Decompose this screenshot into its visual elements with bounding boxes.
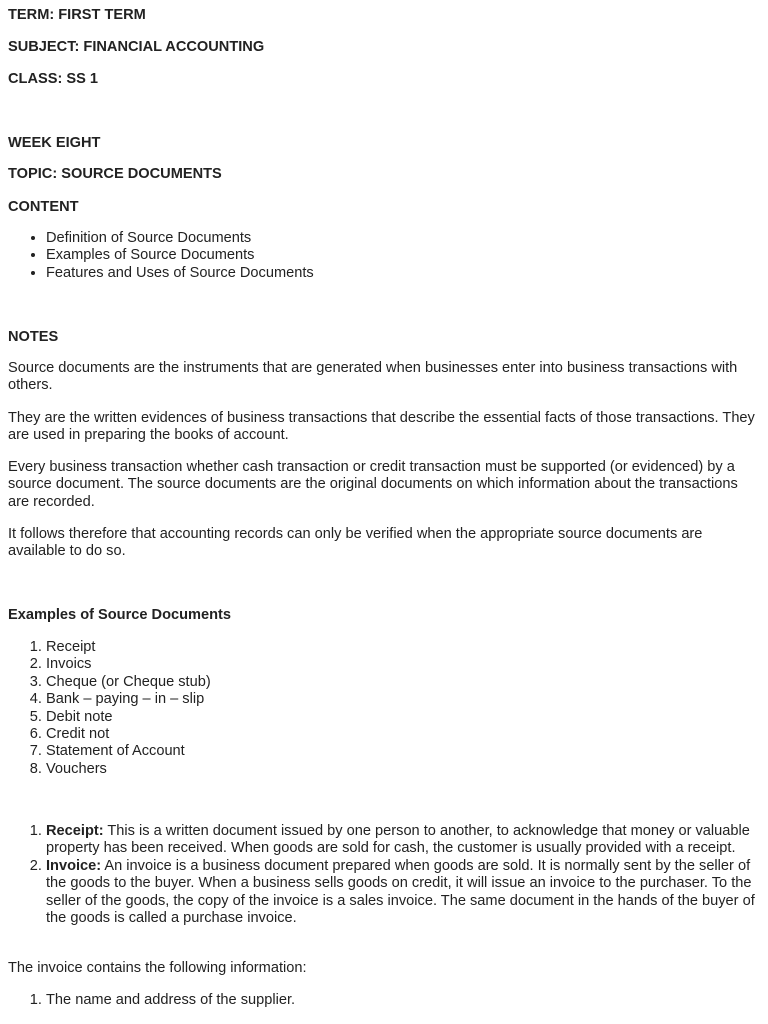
week-heading: WEEK EIGHT xyxy=(8,135,101,151)
examples-heading: Examples of Source Documents xyxy=(8,607,232,623)
list-item: 1. Receipt xyxy=(46,639,758,656)
definition-text: An invoice is a business document prepared when goods are sold. It is normally sent by the seller of the goods to the buyer. When a business sells goods on credit, it will issue an invoice to the purchaser. To the seller of the goods, the copy of the invoice is a sales invoice. The same document in the hands of the buyer of the goods is called a purchase invoice. xyxy=(46,857,755,927)
examples-list xyxy=(8,639,758,778)
definition-term: Receipt: xyxy=(46,823,104,839)
content-heading: CONTENT xyxy=(8,199,79,215)
term-heading: TERM: FIRST TERM xyxy=(8,7,146,23)
content-list xyxy=(8,230,758,282)
list-item: • Definition of Source Documents xyxy=(46,230,758,247)
notes-paragraph: Source documents are the instruments that are generated when businesses enter into business transactions with others. xyxy=(8,360,738,394)
list-item: 4. Bank – paying – in – slip xyxy=(46,691,758,708)
definition-text: This is a written document issued by one person to another, to acknowledge that money or valuable property has been received. When goods are sold for cash, the customer is usually provided with a receipt. xyxy=(46,823,750,857)
list-item: 7. Statement of Account xyxy=(46,743,758,760)
topic-heading: TOPIC: SOURCE DOCUMENTS xyxy=(8,166,222,182)
list-item: 2. Invoics xyxy=(46,656,758,673)
invoice-info-list xyxy=(8,992,758,1009)
notes-paragraph: They are the written evidences of business transactions that describe the essential facts of those transactions. They are used in preparing the books of account. xyxy=(8,410,755,444)
definition-item xyxy=(46,823,758,858)
notes-heading: NOTES xyxy=(8,329,59,345)
class-heading: CLASS: SS 1 xyxy=(8,71,99,87)
notes-paragraph: It follows therefore that accounting records can only be verified when the appropriate source documents are available to do so. xyxy=(8,526,703,560)
definitions-list xyxy=(8,823,758,927)
list-item: • Features and Uses of Source Documents xyxy=(46,265,758,282)
list-item: 8. Vouchers xyxy=(46,761,758,778)
notes-paragraph: Every business transaction whether cash transaction or credit transaction must be supported (or evidenced) by a source document. The source documents are the original documents on which information about the transactions are recorded. xyxy=(8,459,738,510)
list-item: 3. Cheque (or Cheque stub) xyxy=(46,674,758,691)
list-item: • Examples of Source Documents xyxy=(46,247,758,264)
definition-item xyxy=(46,858,758,928)
invoice-info-intro: The invoice contains the following information: xyxy=(8,960,307,976)
list-item: 6. Credit not xyxy=(46,726,758,743)
definition-term: Invoice: xyxy=(46,857,102,874)
list-item: 1. The name and address of the supplier. xyxy=(46,992,758,1009)
subject-heading: SUBJECT: FINANCIAL ACCOUNTING xyxy=(8,39,265,55)
list-item: 5. Debit note xyxy=(46,709,758,726)
